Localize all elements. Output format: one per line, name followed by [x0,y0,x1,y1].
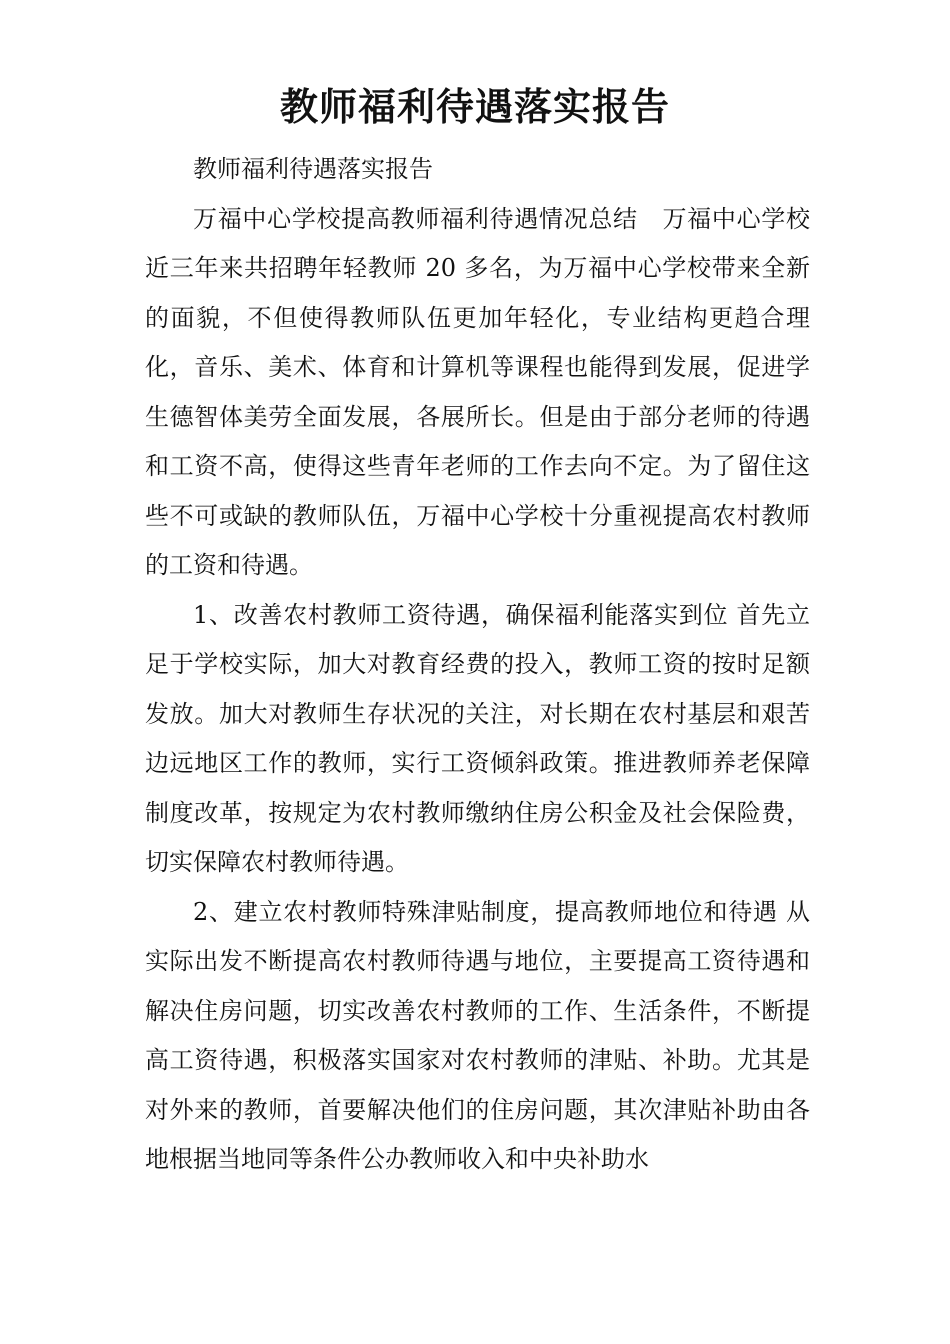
paragraph-section-1: 1、改善农村教师工资待遇，确保福利能落实到位 首先立足于学校实际，加大对教育经费的投入，教师工资的按时足额发放。加大对教师生存状况的关注，对长期在农村基层和艰苦边远地区工作的教师，实行工资倾斜政策。推进教师养老保障制度改革，按规定为农村教师缴纳住房公积金及社会保险费，切实保障农村教师待遇。 [145,600,810,876]
paragraph-section-2: 2、建立农村教师特殊津贴制度，提高教师地位和待遇 从实际出发不断提高农村教师待遇与地位，主要提高工资待遇和解决住房问题，切实改善农村教师的工作、生活条件，不断提高工资待遇，积极落实国家对农村教师的津贴、补助。尤其是对外来的教师，首要解决他们的住房问题，其次津贴补助由各地根据当地同等条件公办教师收入和中央补助水 [145,897,810,1173]
document-title: 教师福利待遇落实报告 [279,84,670,129]
paragraph-intro: 万福中心学校提高教师福利待遇情况总结 万福中心学校近三年来共招聘年轻教师 20 多名，为万福中心学校带来全新的面貌，不但使得教师队伍更加年轻化，专业结构更趋合理化，音乐、美术、体育和计算机等课程也能得到发展，促进学生德智体美劳全面发展，各展所长。但是由于部分老师的待遇和工资不高，使得这些青年老师的工作去向不定。为了留住这些不可或缺的教师队伍，万福中心学校十分重视提高农村教师的工资和待遇。 [145,204,810,579]
document-body [145,145,810,1185]
paragraph-subtitle: 教师福利待遇落实报告 [193,155,433,183]
